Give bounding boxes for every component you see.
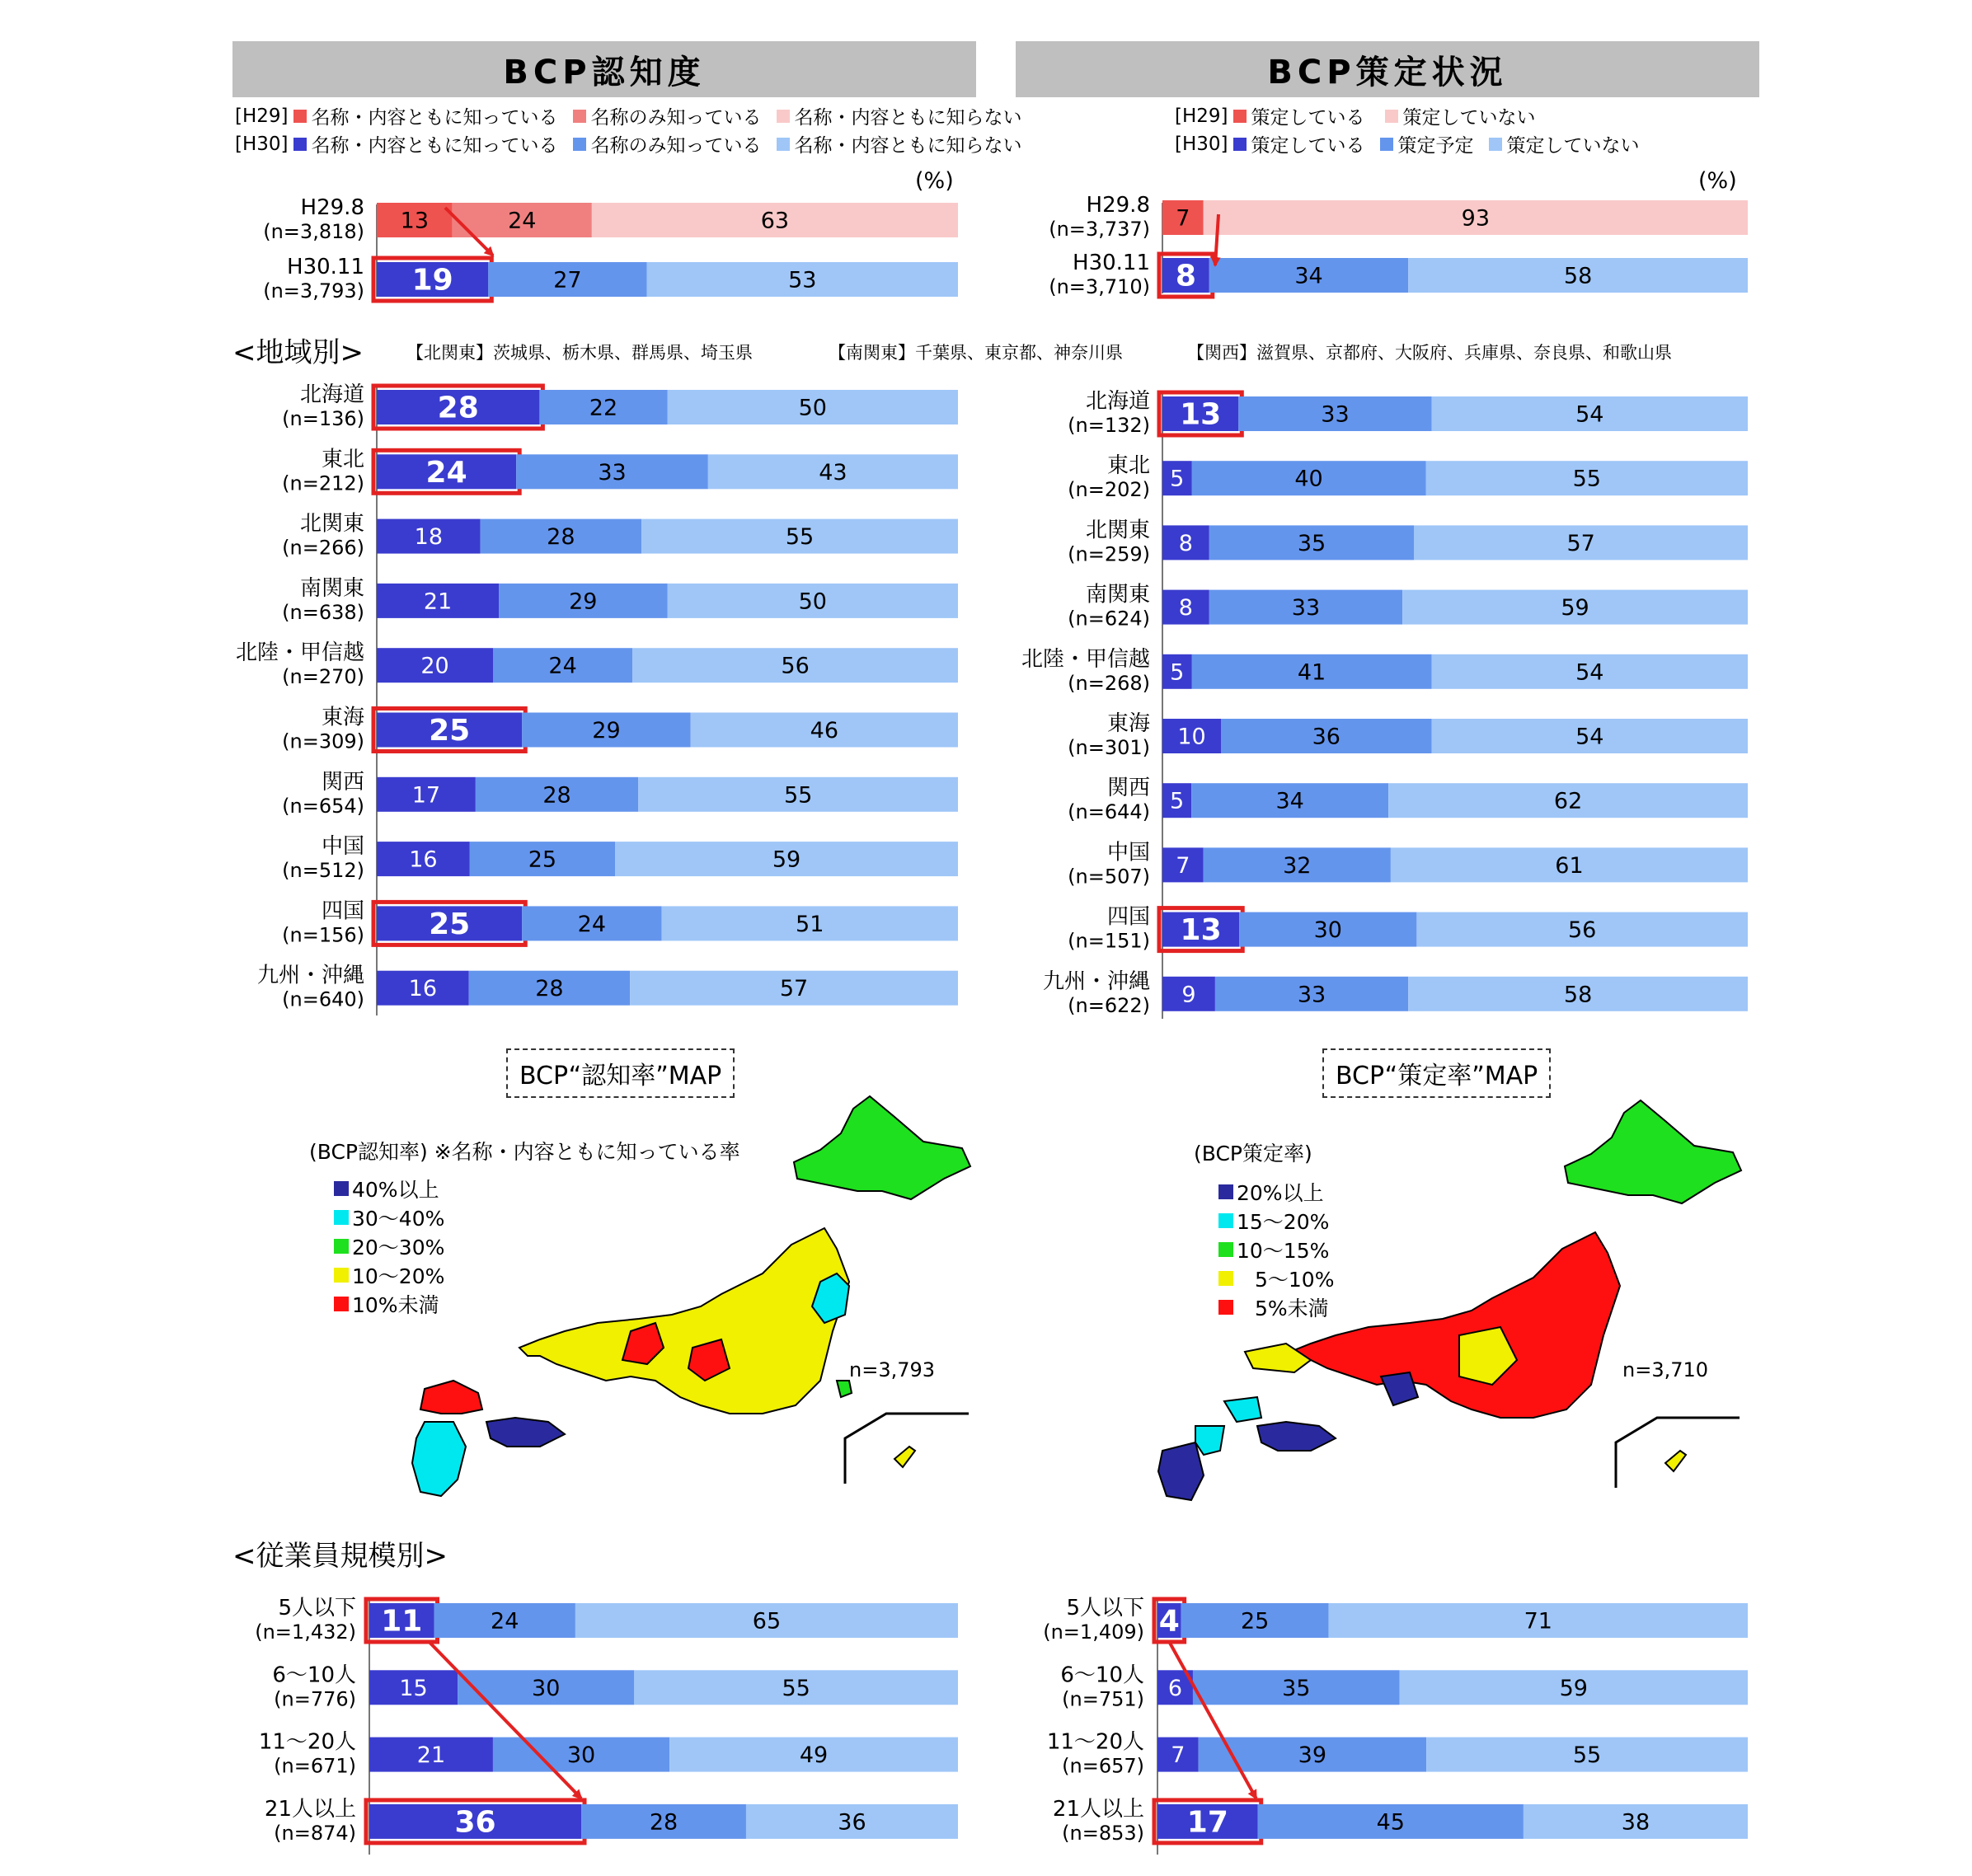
bar-value-label: 8	[1175, 259, 1196, 293]
category-label: 九州・沖縄	[1042, 968, 1150, 994]
bar-value-label: 27	[553, 267, 582, 293]
category-label: 北海道	[299, 382, 364, 407]
bar-value-label: 57	[1566, 530, 1595, 556]
bar-value-label: 56	[1568, 917, 1597, 944]
category-n-label: (n=622)	[1068, 993, 1150, 1017]
bar-value-label: 36	[454, 1805, 496, 1840]
trend-arrow	[430, 1642, 582, 1799]
category-n-label: (n=268)	[1068, 671, 1150, 695]
awareness-title: BCP認知度	[503, 53, 706, 91]
bar-value-label: 36	[1312, 724, 1340, 750]
category-label: H30.11	[287, 255, 364, 279]
bar-value-label: 11	[381, 1604, 423, 1639]
awareness-map-title: BCP“認知率”MAP	[506, 1048, 735, 1098]
category-label: 6～10人	[1060, 1663, 1144, 1688]
bar-value-label: 65	[752, 1608, 782, 1634]
bar-value-label: 35	[1282, 1675, 1311, 1701]
bar-value-label: 29	[592, 718, 621, 743]
bar-value-label: 17	[411, 782, 441, 809]
bar-value-label: 24	[508, 208, 537, 234]
bar-value-label: 54	[1575, 724, 1604, 750]
legend-label: 策定予定	[1397, 135, 1474, 157]
bar-value-label: 58	[1563, 982, 1593, 1008]
bar-value-label: 16	[409, 847, 438, 873]
bar-value-label: 43	[819, 459, 847, 485]
category-n-label: (n=644)	[1068, 800, 1150, 824]
status-map-title: BCP“策定率”MAP	[1322, 1048, 1551, 1098]
category-n-label: (n=507)	[1068, 865, 1150, 889]
status-title: BCP策定状況	[1267, 53, 1508, 91]
bar-value-label: 13	[1180, 397, 1222, 432]
bar-value-label: 28	[535, 976, 564, 1002]
category-n-label: (n=156)	[282, 923, 364, 947]
bar-value-label: 19	[411, 263, 453, 298]
bar-value-label: 55	[1572, 1742, 1602, 1769]
bar-value-label: 40	[1294, 466, 1323, 492]
bar-value-label: 46	[810, 718, 839, 743]
category-n-label: (n=654)	[282, 794, 364, 818]
bar-value-label: 25	[528, 847, 557, 873]
bar-value-label: 35	[1297, 530, 1326, 556]
category-n-label: (n=3,818)	[263, 220, 364, 243]
category-label: 四国	[1106, 904, 1150, 930]
bar-value-label: 56	[781, 653, 810, 679]
bar-value-label: 24	[425, 455, 467, 490]
bar-value-label: 25	[429, 907, 471, 941]
bar-value-label: 13	[1180, 913, 1222, 948]
bar-value-label: 62	[1553, 788, 1583, 814]
bar-value-label: 30	[1313, 917, 1342, 944]
category-label: 東海	[321, 705, 364, 730]
bar-value-label: 16	[408, 976, 438, 1002]
category-label: 北関東	[299, 511, 364, 537]
bar-value-label: 59	[772, 847, 801, 873]
map-legend-label: 5～10%	[1255, 1267, 1335, 1292]
bar-value-label: 24	[491, 1608, 519, 1634]
bar-value-label: 21	[416, 1742, 446, 1769]
category-n-label: (n=3,737)	[1049, 218, 1150, 241]
employee-section-label: <従業員規模別>	[232, 1540, 448, 1573]
bar-value-label: 50	[798, 395, 827, 421]
legend-label: 名称・内容ともに知っている	[311, 135, 558, 157]
bar-value-label: 33	[1291, 595, 1321, 621]
bar-value-label: 28	[649, 1809, 678, 1836]
category-label: 中国	[1106, 840, 1150, 865]
category-n-label: (n=151)	[1068, 929, 1150, 953]
legend-label: 策定している	[1251, 135, 1365, 157]
bar-value-label: 55	[1572, 466, 1601, 492]
bar-value-label: 5	[1170, 466, 1185, 492]
bar-value-label: 8	[1178, 595, 1193, 621]
bar-value-label: 24	[577, 911, 607, 937]
bar-value-label: 57	[779, 976, 809, 1002]
bar-value-label: 49	[799, 1742, 829, 1769]
bar-value-label: 13	[400, 208, 430, 234]
trend-arrow	[1169, 1642, 1256, 1799]
category-label: 中国	[321, 834, 364, 860]
bar-value-label: 33	[1321, 401, 1350, 428]
category-n-label: (n=1,409)	[1043, 1620, 1144, 1644]
bar-value-label: 63	[760, 208, 790, 234]
legend-label: 名称のみ知っている	[590, 135, 762, 157]
category-n-label: (n=3,793)	[263, 279, 364, 303]
bar-value-label: 38	[1621, 1809, 1650, 1836]
map-legend-label: 5%未満	[1255, 1296, 1329, 1320]
bar-value-label: 8	[1178, 530, 1193, 556]
category-label: 21人以上	[264, 1796, 356, 1822]
category-n-label: (n=1,432)	[255, 1620, 356, 1644]
bar-value-label: 30	[532, 1675, 561, 1701]
category-n-label: (n=776)	[274, 1687, 356, 1711]
category-n-label: (n=266)	[282, 536, 364, 560]
category-n-label: (n=512)	[282, 859, 364, 883]
bar-value-label: 33	[598, 459, 627, 485]
bar-value-label: 20	[420, 653, 449, 679]
bar-value-label: 24	[548, 653, 577, 679]
legend-label: 名称のみ知っている	[590, 107, 762, 129]
region-note-minamikanto: 【南関東】千葉県、東京都、神奈川県	[829, 343, 1123, 363]
legend-label: 策定していない	[1402, 107, 1536, 129]
bar-value-label: 32	[1283, 852, 1312, 879]
bar-value-label: 59	[1561, 595, 1589, 621]
category-n-label: (n=751)	[1062, 1687, 1144, 1711]
map-legend-label: 40%以上	[352, 1177, 439, 1202]
region-note-kansai: 【関西】滋賀県、京都府、大阪府、兵庫県、奈良県、和歌山県	[1187, 343, 1672, 363]
legend-label: 策定している	[1251, 107, 1365, 129]
bar-value-label: 25	[429, 714, 471, 748]
bar-value-label: 4	[1158, 1604, 1180, 1639]
category-n-label: (n=212)	[282, 471, 364, 495]
category-n-label: (n=301)	[1068, 736, 1150, 759]
bar-value-label: 50	[798, 589, 827, 615]
bar-value-label: 45	[1376, 1809, 1405, 1836]
bar-value-label: 29	[569, 589, 598, 615]
map-legend-label: 30～40%	[352, 1206, 445, 1231]
bar-value-label: 28	[437, 391, 479, 425]
category-label: 11～20人	[258, 1729, 356, 1755]
category-label: H29.8	[300, 195, 364, 220]
category-label: H30.11	[1073, 251, 1150, 275]
region-section-label: <地域別>	[232, 336, 364, 369]
bar-value-label: 58	[1563, 263, 1593, 289]
category-label: H29.8	[1086, 193, 1150, 218]
category-label: 南関東	[1085, 582, 1150, 607]
category-n-label: (n=624)	[1068, 607, 1150, 631]
bar-value-label: 17	[1186, 1805, 1228, 1840]
legend-label: 名称・内容ともに知っている	[311, 107, 558, 129]
bar-value-label: 7	[1176, 852, 1190, 879]
bar-value-label: 54	[1575, 401, 1604, 428]
map-legend-label: 10%未満	[352, 1292, 439, 1317]
category-label: 北陸・甲信越	[235, 640, 364, 666]
bar-value-label: 15	[399, 1675, 428, 1701]
bar-value-label: 34	[1275, 788, 1304, 814]
category-label: 東北	[321, 447, 364, 472]
category-label: 5人以下	[278, 1596, 356, 1620]
category-n-label: (n=3,710)	[1049, 275, 1150, 298]
status-map-legend-title: (BCP策定率)	[1194, 1142, 1312, 1165]
region-note-kitakanto: 【北関東】茨城県、栃木県、群馬県、埼玉県	[406, 343, 753, 363]
bar-value-label: 59	[1559, 1675, 1588, 1701]
category-label: 四国	[321, 898, 364, 924]
legend-label: 名称・内容ともに知らない	[794, 135, 1022, 157]
category-label: 11～20人	[1046, 1729, 1144, 1755]
map-legend-label: 10～15%	[1237, 1238, 1330, 1263]
category-n-label: (n=132)	[1068, 414, 1150, 437]
bar-value-label: 25	[1240, 1608, 1270, 1634]
category-n-label: (n=136)	[282, 407, 364, 430]
legend-year: [H30]	[1175, 133, 1228, 155]
bar-value-label: 5	[1170, 659, 1185, 686]
bar-value-label: 34	[1294, 263, 1323, 289]
category-label: 北関東	[1085, 518, 1150, 543]
category-label: 関西	[1106, 776, 1150, 801]
category-n-label: (n=638)	[282, 600, 364, 624]
bar-value-label: 6	[1167, 1675, 1183, 1701]
category-label: 東海	[1106, 711, 1150, 736]
category-n-label: (n=259)	[1068, 542, 1150, 566]
bar-value-label: 10	[1177, 724, 1206, 750]
category-n-label: (n=671)	[274, 1754, 356, 1778]
bar-value-label: 55	[783, 782, 813, 809]
bar-value-label: 30	[566, 1742, 596, 1769]
category-label: 5人以下	[1066, 1596, 1144, 1620]
category-label: 南関東	[299, 575, 364, 601]
legend-year: [H29]	[1175, 105, 1228, 127]
legend-year: [H29]	[235, 105, 289, 127]
category-n-label: (n=309)	[282, 729, 364, 753]
bar-value-label: 7	[1176, 205, 1190, 232]
status-unit: (%)	[1698, 168, 1737, 194]
awareness-unit: (%)	[915, 168, 954, 194]
bar-value-label: 53	[788, 267, 817, 293]
bar-value-label: 5	[1169, 788, 1185, 814]
category-label: 北海道	[1085, 389, 1150, 414]
category-label: 北陸・甲信越	[1021, 646, 1150, 672]
bar-value-label: 33	[1297, 982, 1326, 1008]
bar-value-label: 71	[1524, 1608, 1552, 1634]
category-n-label: (n=853)	[1062, 1821, 1144, 1845]
awareness-map-n: n=3,793	[849, 1358, 936, 1381]
bar-value-label: 22	[589, 395, 618, 421]
bar-value-label: 41	[1297, 659, 1326, 686]
category-label: 6～10人	[272, 1663, 356, 1688]
bar-value-label: 61	[1555, 852, 1584, 879]
bar-value-label: 7	[1171, 1742, 1186, 1769]
status-map-n: n=3,710	[1622, 1358, 1709, 1381]
category-label: 東北	[1106, 453, 1150, 479]
map-legend-label: 20～30%	[352, 1235, 445, 1259]
bar-value-label: 93	[1461, 205, 1491, 232]
bar-value-label: 36	[838, 1809, 866, 1836]
bar-value-label: 55	[782, 1675, 810, 1701]
awareness-map-legend-title: (BCP認知率) ※名称・内容ともに知っている率	[309, 1140, 740, 1164]
category-label: 関西	[321, 769, 364, 795]
map-legend-label: 15～20%	[1237, 1209, 1330, 1234]
category-n-label: (n=657)	[1062, 1754, 1144, 1778]
bar-value-label: 18	[414, 524, 444, 551]
legend-year: [H30]	[235, 133, 289, 155]
bar-value-label: 21	[423, 589, 453, 615]
bar-value-label: 51	[796, 911, 824, 937]
category-n-label: (n=270)	[282, 665, 364, 689]
bar-value-label: 9	[1181, 982, 1196, 1008]
category-label: 九州・沖縄	[256, 963, 364, 988]
category-n-label: (n=640)	[282, 987, 364, 1011]
bar-value-label: 28	[547, 524, 575, 551]
map-legend-label: 10～20%	[352, 1264, 445, 1288]
legend-label: 名称・内容ともに知らない	[794, 107, 1022, 129]
map-legend-label: 20%以上	[1237, 1180, 1324, 1205]
bar-value-label: 54	[1575, 659, 1604, 686]
legend-label: 策定していない	[1506, 135, 1640, 157]
bar-value-label: 28	[542, 782, 571, 809]
category-n-label: (n=202)	[1068, 478, 1150, 502]
bar-value-label: 55	[785, 524, 815, 551]
bar-value-label: 39	[1298, 1742, 1327, 1769]
category-n-label: (n=874)	[274, 1821, 356, 1845]
category-label: 21人以上	[1052, 1796, 1144, 1822]
